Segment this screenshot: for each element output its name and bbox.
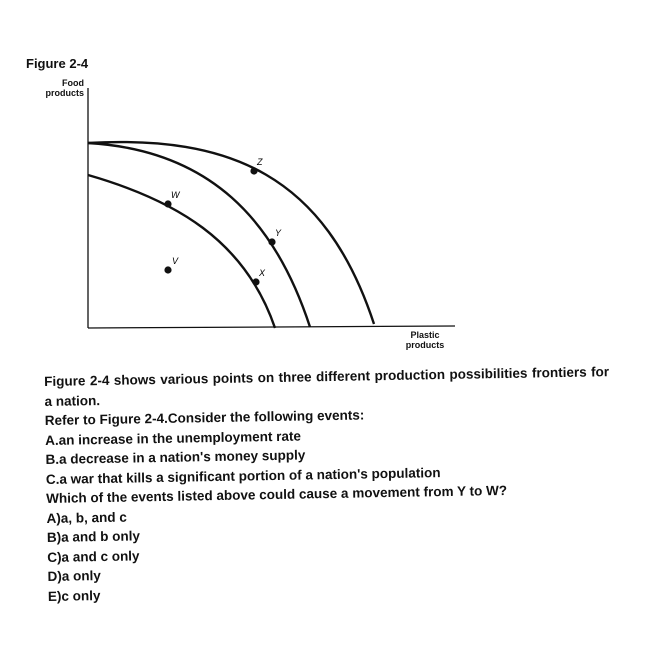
point-y <box>268 238 275 245</box>
event-b: B.a decrease in a nation's money supply <box>45 447 306 467</box>
question-block <box>44 362 628 606</box>
option-d[interactable]: D)a only <box>47 568 101 584</box>
point-v <box>164 266 171 273</box>
y-axis-label: Food products <box>45 78 84 98</box>
point-label-y: Y <box>275 228 282 238</box>
x-axis <box>88 326 455 328</box>
point-w <box>164 200 171 207</box>
x-axis-label: Plastic products <box>405 330 445 350</box>
point-label-v: V <box>172 256 179 266</box>
option-a[interactable]: A)a, b, and c <box>46 509 127 526</box>
ppf-outer-curve <box>88 142 374 324</box>
option-e[interactable]: E)c only <box>47 587 101 604</box>
event-c: C.a war that kills a significant portion of a nation's population <box>45 464 441 487</box>
option-c[interactable]: C)a and c only <box>47 547 140 565</box>
figure-title: Figure 2-4 <box>26 56 89 71</box>
ppf-inner-curve <box>88 175 275 328</box>
option-b[interactable]: B)a and b only <box>46 528 141 545</box>
question-prompt: Which of the events listed above could cause a movement from Y to W? <box>46 482 508 506</box>
event-a: A.an increase in the unemployment rate <box>45 428 302 448</box>
point-label-z: Z <box>257 157 263 167</box>
question-instruction: Refer to Figure 2-4.Consider the following events: <box>44 407 365 428</box>
point-x <box>252 278 259 285</box>
point-label-w: W <box>171 190 180 200</box>
point-label-x: X <box>259 268 266 278</box>
point-z <box>250 167 257 174</box>
question-stem: Figure 2-4 shows various points on three different production possibilities frontiers for a nation. <box>44 364 610 409</box>
